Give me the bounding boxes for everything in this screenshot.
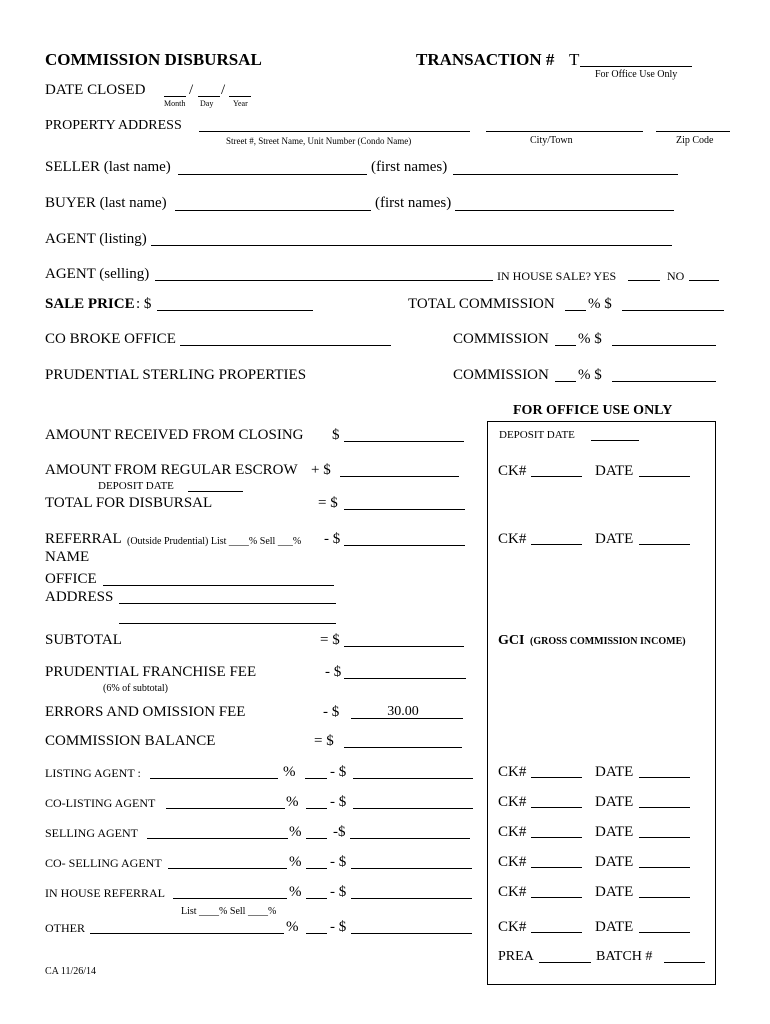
total-disbursal-field[interactable]	[344, 509, 465, 510]
form-title: COMMISSION DISBURSAL	[45, 50, 262, 69]
other-agent-field[interactable]	[90, 933, 284, 934]
month-caption: Month	[164, 99, 186, 108]
office-use-title: FOR OFFICE USE ONLY	[513, 403, 673, 418]
pct-sign: %	[289, 854, 302, 870]
buyer-label: BUYER (last name)	[45, 195, 167, 211]
transaction-prefix: T	[569, 50, 580, 69]
ck-date-label: DATE	[595, 854, 634, 870]
minus-dollar-sign: - $	[330, 854, 347, 870]
ck-label: CK#	[498, 764, 527, 780]
sale-price-field[interactable]	[157, 310, 313, 311]
ck-label: CK#	[498, 824, 527, 840]
referral-address-label: ADDRESS	[45, 589, 114, 605]
zip-field[interactable]	[656, 131, 730, 132]
referral-address-field[interactable]	[119, 603, 336, 604]
pct-dollar-sign: % $	[578, 367, 602, 383]
street-field[interactable]	[199, 131, 470, 132]
ck-date-field[interactable]	[639, 476, 690, 477]
franchise-note: (6% of subtotal)	[103, 683, 168, 694]
referral-field[interactable]	[344, 545, 465, 546]
plus-dollar-sign: + $	[311, 462, 331, 478]
co-broke-field[interactable]	[180, 345, 391, 346]
transaction-label: TRANSACTION #	[416, 50, 555, 69]
date-year-field[interactable]	[229, 96, 251, 97]
office-use-note: For Office Use Only	[595, 69, 678, 80]
equals-dollar-sign: = $	[318, 495, 338, 511]
ck-date-label: DATE	[595, 531, 634, 547]
deposit-date-field[interactable]	[591, 440, 639, 441]
listing-agent-field[interactable]	[150, 778, 278, 779]
batch-label: BATCH #	[596, 949, 653, 964]
subtotal-field[interactable]	[344, 646, 464, 647]
selling-agent-field[interactable]	[147, 838, 288, 839]
pct-sign: %	[286, 919, 299, 935]
pct-sign: %	[286, 794, 299, 810]
total-commission-pct-field[interactable]	[565, 310, 586, 311]
ck-field[interactable]	[531, 777, 582, 778]
ck-date-label: DATE	[595, 794, 634, 810]
ck-date-field[interactable]	[639, 867, 690, 868]
co-listing-agent-label: CO-LISTING AGENT	[45, 796, 156, 810]
gci-label: GCI	[498, 633, 525, 648]
zip-caption: Zip Code	[676, 135, 714, 146]
regular-escrow-field[interactable]	[340, 476, 459, 477]
franchise-fee-label: PRUDENTIAL FRANCHISE FEE	[45, 664, 257, 680]
in-house-referral-amount-field[interactable]	[351, 898, 472, 899]
equals-dollar-sign: = $	[320, 632, 340, 648]
co-selling-agent-pct-field[interactable]	[306, 868, 327, 869]
ck-date-label: DATE	[595, 824, 634, 840]
amount-received-label: AMOUNT RECEIVED FROM CLOSING	[45, 427, 304, 443]
referral-office-field[interactable]	[103, 585, 334, 586]
co-broke-label: CO BROKE OFFICE	[45, 331, 176, 347]
ck-field[interactable]	[531, 476, 582, 477]
seller-last-field[interactable]	[178, 174, 367, 175]
ck-label: CK#	[498, 794, 527, 810]
total-commission-label: TOTAL COMMISSION	[408, 296, 555, 312]
agent-listing-field[interactable]	[151, 245, 672, 246]
in-house-referral-field[interactable]	[173, 898, 287, 899]
date-separator: /	[189, 82, 194, 98]
co-listing-agent-amount-field[interactable]	[353, 808, 473, 809]
other-agent-amount-field[interactable]	[351, 933, 472, 934]
buyer-last-field[interactable]	[175, 210, 371, 211]
in-house-referral-pct-field[interactable]	[306, 898, 327, 899]
prudential-sterling-label: PRUDENTIAL STERLING PROPERTIES	[45, 367, 307, 383]
pct-sign: %	[289, 884, 302, 900]
other-agent-pct-field[interactable]	[306, 933, 327, 934]
co-selling-agent-field[interactable]	[168, 868, 287, 869]
dollar-sign: $	[332, 427, 340, 443]
ck-label: CK#	[498, 463, 527, 479]
ck-date-field[interactable]	[639, 932, 690, 933]
in-house-yes-field[interactable]	[628, 280, 660, 281]
ck-field[interactable]	[531, 897, 582, 898]
prea-label: PREA	[498, 949, 534, 964]
referral-label: REFERRAL	[45, 531, 122, 547]
eo-fee-label: ERRORS AND OMISSION FEE	[45, 704, 246, 720]
office-use-box	[487, 421, 716, 985]
prea-field[interactable]	[539, 962, 591, 963]
in-house-referral-label: IN HOUSE REFERRAL	[45, 886, 166, 900]
seller-label: SELLER (last name)	[45, 159, 171, 175]
ck-date-field[interactable]	[639, 837, 690, 838]
ck-label: CK#	[498, 919, 527, 935]
eo-fee-value: 30.00	[387, 704, 419, 719]
buyer-first-label: (first names)	[375, 195, 452, 211]
in-house-sale-label: IN HOUSE SALE? YES	[497, 269, 617, 283]
minus-dollar-sign: -$	[333, 824, 346, 840]
ck-field[interactable]	[531, 807, 582, 808]
buyer-first-field[interactable]	[455, 210, 674, 211]
seller-first-field[interactable]	[453, 174, 678, 175]
ck-field[interactable]	[531, 867, 582, 868]
in-house-split-note: List ____% Sell ____%	[181, 906, 277, 917]
form-code: CA 11/26/14	[45, 966, 97, 977]
property-address-label: PROPERTY ADDRESS	[45, 118, 182, 133]
minus-dollar-sign: - $	[324, 531, 341, 547]
equals-dollar-sign: = $	[314, 733, 334, 749]
selling-agent-pct-field[interactable]	[306, 838, 327, 839]
minus-dollar-sign: - $	[330, 919, 347, 935]
listing-agent-amount-field[interactable]	[353, 778, 473, 779]
co-selling-agent-amount-field[interactable]	[351, 868, 472, 869]
total-disbursal-label: TOTAL FOR DISBURSAL	[45, 495, 213, 511]
co-broke-commission-label: COMMISSION	[453, 331, 549, 347]
agent-listing-label: AGENT (listing)	[45, 231, 147, 247]
ck-date-label: DATE	[595, 764, 634, 780]
other-agent-label: OTHER	[45, 921, 85, 935]
pct-sign: %	[289, 824, 302, 840]
ck-date-field[interactable]	[639, 897, 690, 898]
ck-date-label: DATE	[595, 919, 634, 935]
street-caption: Street #, Street Name, Unit Number (Condo Name)	[226, 136, 412, 146]
ck-date-label: DATE	[595, 463, 634, 479]
minus-dollar-sign: - $	[330, 794, 347, 810]
agent-selling-field[interactable]	[155, 280, 493, 281]
co-broke-pct-field[interactable]	[555, 345, 576, 346]
agent-selling-label: AGENT (selling)	[45, 266, 150, 282]
ck-field[interactable]	[531, 837, 582, 838]
escrow-deposit-date-field[interactable]	[188, 491, 243, 492]
prudential-amount-field[interactable]	[612, 381, 716, 382]
year-caption: Year	[233, 99, 248, 108]
referral-office-label: OFFICE	[45, 571, 97, 587]
ck-date-field[interactable]	[639, 807, 690, 808]
prudential-pct-field[interactable]	[555, 381, 576, 382]
sale-price-dollar: : $	[136, 296, 152, 312]
date-separator: /	[221, 82, 226, 98]
minus-dollar-sign: - $	[330, 764, 347, 780]
city-field[interactable]	[486, 131, 643, 132]
ck-label: CK#	[498, 531, 527, 547]
batch-field[interactable]	[664, 962, 705, 963]
selling-agent-amount-field[interactable]	[350, 838, 470, 839]
co-broke-amount-field[interactable]	[612, 345, 716, 346]
ck-date-label: DATE	[595, 884, 634, 900]
selling-agent-label: SELLING AGENT	[45, 826, 138, 840]
minus-dollar-sign: - $	[330, 884, 347, 900]
pct-sign: %	[283, 764, 296, 780]
date-month-field[interactable]	[164, 96, 186, 97]
ck-field[interactable]	[531, 544, 582, 545]
pct-dollar-sign: % $	[588, 296, 612, 312]
day-caption: Day	[200, 99, 214, 108]
escrow-deposit-date-label: DEPOSIT DATE	[98, 480, 174, 492]
minus-dollar-sign: - $	[323, 704, 340, 720]
listing-agent-label: LISTING AGENT :	[45, 766, 141, 780]
listing-agent-pct-field[interactable]	[305, 778, 327, 779]
deposit-date-label: DEPOSIT DATE	[499, 429, 575, 441]
amount-received-field[interactable]	[344, 441, 464, 442]
referral-caption: (Outside Prudential) List ____% Sell ___%	[127, 536, 302, 547]
in-house-no-label: NO	[667, 269, 685, 283]
franchise-fee-field[interactable]	[344, 678, 466, 679]
total-commission-amount-field[interactable]	[622, 310, 724, 311]
in-house-no-field[interactable]	[689, 280, 719, 281]
ck-label: CK#	[498, 884, 527, 900]
minus-dollar-sign: - $	[325, 664, 342, 680]
prudential-commission-label: COMMISSION	[453, 367, 549, 383]
date-day-field[interactable]	[198, 96, 220, 97]
co-listing-agent-pct-field[interactable]	[306, 808, 327, 809]
ck-date-field[interactable]	[639, 777, 690, 778]
transaction-number-field[interactable]	[580, 66, 692, 67]
referral-address-field-2[interactable]	[119, 623, 336, 624]
pct-dollar-sign: % $	[578, 331, 602, 347]
ck-label: CK#	[498, 854, 527, 870]
gci-caption: (GROSS COMMISSION INCOME)	[530, 636, 686, 647]
city-caption: City/Town	[530, 135, 573, 146]
ck-date-field[interactable]	[639, 544, 690, 545]
ck-field[interactable]	[531, 932, 582, 933]
seller-first-label: (first names)	[371, 159, 448, 175]
commission-balance-label: COMMISSION BALANCE	[45, 733, 216, 749]
subtotal-label: SUBTOTAL	[45, 632, 122, 648]
referral-name-label: NAME	[45, 549, 90, 565]
regular-escrow-label: AMOUNT FROM REGULAR ESCROW	[45, 462, 298, 478]
co-listing-agent-field[interactable]	[166, 808, 285, 809]
date-closed-label: DATE CLOSED	[45, 82, 146, 98]
co-selling-agent-label: CO- SELLING AGENT	[45, 856, 162, 870]
sale-price-label: SALE PRICE	[45, 296, 135, 312]
commission-balance-field[interactable]	[344, 747, 462, 748]
